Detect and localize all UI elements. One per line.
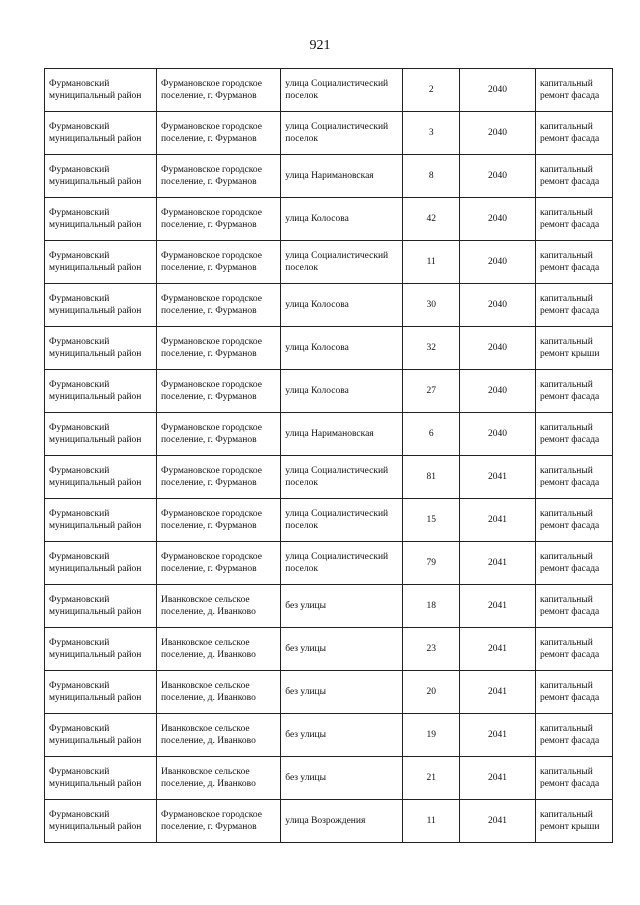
house-number-cell: 23 [403,628,459,671]
page-number: 921 [309,38,331,53]
work-type-cell: капитальный ремонт фасада [535,155,612,198]
street-cell: улица Социалистический поселок [281,456,403,499]
house-number-cell: 18 [403,585,459,628]
repair-schedule-table [44,68,613,843]
house-number-cell: 11 [403,241,459,284]
table-row [45,112,613,155]
year-cell: 2041 [459,542,535,585]
settlement-cell: Фурмановское городское поселение, г. Фурманов [156,112,280,155]
work-type-cell: капитальный ремонт фасада [535,413,612,456]
settlement-cell: Фурмановское городское поселение, г. Фурманов [156,456,280,499]
year-cell: 2041 [459,499,535,542]
year-cell: 2040 [459,112,535,155]
work-type-cell: капитальный ремонт фасада [535,628,612,671]
settlement-cell: Фурмановское городское поселение, г. Фурманов [156,800,280,843]
table-row [45,757,613,800]
settlement-cell: Иванковское сельское поселение, д. Иванково [156,757,280,800]
district-cell: Фурмановский муниципальный район [45,585,157,628]
table-row [45,413,613,456]
district-cell: Фурмановский муниципальный район [45,284,157,327]
year-cell: 2040 [459,327,535,370]
settlement-cell: Фурмановское городское поселение, г. Фурманов [156,499,280,542]
work-type-cell: капитальный ремонт фасада [535,198,612,241]
street-cell: улица Наримановская [281,155,403,198]
settlement-cell: Фурмановское городское поселение, г. Фурманов [156,327,280,370]
work-type-cell: капитальный ремонт фасада [535,542,612,585]
work-type-cell: капитальный ремонт фасада [535,69,612,112]
house-number-cell: 30 [403,284,459,327]
house-number-cell: 81 [403,456,459,499]
settlement-cell: Фурмановское городское поселение, г. Фурманов [156,370,280,413]
work-type-cell: капитальный ремонт фасада [535,370,612,413]
street-cell: улица Социалистический поселок [281,112,403,155]
year-cell: 2041 [459,585,535,628]
district-cell: Фурмановский муниципальный район [45,628,157,671]
year-cell: 2041 [459,757,535,800]
street-cell: улица Возрождения [281,800,403,843]
house-number-cell: 2 [403,69,459,112]
house-number-cell: 8 [403,155,459,198]
district-cell: Фурмановский муниципальный район [45,499,157,542]
work-type-cell: капитальный ремонт фасада [535,456,612,499]
year-cell: 2041 [459,456,535,499]
table-row [45,284,613,327]
year-cell: 2041 [459,671,535,714]
house-number-cell: 3 [403,112,459,155]
house-number-cell: 19 [403,714,459,757]
house-number-cell: 79 [403,542,459,585]
district-cell: Фурмановский муниципальный район [45,757,157,800]
year-cell: 2040 [459,198,535,241]
table-row [45,69,613,112]
street-cell: улица Колосова [281,327,403,370]
house-number-cell: 42 [403,198,459,241]
district-cell: Фурмановский муниципальный район [45,456,157,499]
settlement-cell: Иванковское сельское поселение, д. Иванково [156,714,280,757]
settlement-cell: Иванковское сельское поселение, д. Иванково [156,585,280,628]
street-cell: улица Колосова [281,370,403,413]
table-row [45,800,613,843]
district-cell: Фурмановский муниципальный район [45,327,157,370]
district-cell: Фурмановский муниципальный район [45,241,157,284]
work-type-cell: капитальный ремонт фасада [535,585,612,628]
street-cell: улица Социалистический поселок [281,499,403,542]
settlement-cell: Фурмановское городское поселение, г. Фурманов [156,241,280,284]
street-cell: улица Колосова [281,284,403,327]
district-cell: Фурмановский муниципальный район [45,112,157,155]
table-row [45,456,613,499]
table-row [45,327,613,370]
year-cell: 2041 [459,800,535,843]
year-cell: 2040 [459,284,535,327]
street-cell: без улицы [281,714,403,757]
work-type-cell: капитальный ремонт крыши [535,800,612,843]
year-cell: 2040 [459,69,535,112]
street-cell: улица Наримановская [281,413,403,456]
settlement-cell: Фурмановское городское поселение, г. Фурманов [156,413,280,456]
settlement-cell: Фурмановское городское поселение, г. Фурманов [156,542,280,585]
work-type-cell: капитальный ремонт фасада [535,757,612,800]
district-cell: Фурмановский муниципальный район [45,198,157,241]
year-cell: 2040 [459,370,535,413]
work-type-cell: капитальный ремонт фасада [535,284,612,327]
table-row [45,671,613,714]
work-type-cell: капитальный ремонт фасада [535,241,612,284]
table-row [45,585,613,628]
table-row [45,155,613,198]
street-cell: без улицы [281,757,403,800]
district-cell: Фурмановский муниципальный район [45,671,157,714]
settlement-cell: Фурмановское городское поселение, г. Фурманов [156,284,280,327]
district-cell: Фурмановский муниципальный район [45,542,157,585]
house-number-cell: 15 [403,499,459,542]
year-cell: 2040 [459,241,535,284]
house-number-cell: 21 [403,757,459,800]
table-row [45,241,613,284]
year-cell: 2041 [459,714,535,757]
settlement-cell: Фурмановское городское поселение, г. Фурманов [156,155,280,198]
settlement-cell: Иванковское сельское поселение, д. Иванково [156,671,280,714]
street-cell: без улицы [281,585,403,628]
house-number-cell: 20 [403,671,459,714]
year-cell: 2040 [459,155,535,198]
street-cell: без улицы [281,671,403,714]
street-cell: улица Колосова [281,198,403,241]
table-row [45,714,613,757]
house-number-cell: 11 [403,800,459,843]
district-cell: Фурмановский муниципальный район [45,714,157,757]
street-cell: без улицы [281,628,403,671]
district-cell: Фурмановский муниципальный район [45,69,157,112]
district-cell: Фурмановский муниципальный район [45,413,157,456]
street-cell: улица Социалистический поселок [281,241,403,284]
year-cell: 2041 [459,628,535,671]
work-type-cell: капитальный ремонт фасада [535,499,612,542]
table-row [45,628,613,671]
house-number-cell: 32 [403,327,459,370]
settlement-cell: Иванковское сельское поселение, д. Иванково [156,628,280,671]
table-row [45,499,613,542]
work-type-cell: капитальный ремонт фасада [535,714,612,757]
settlement-cell: Фурмановское городское поселение, г. Фурманов [156,69,280,112]
work-type-cell: капитальный ремонт фасада [535,112,612,155]
table-row [45,370,613,413]
table-body [45,69,613,843]
house-number-cell: 27 [403,370,459,413]
work-type-cell: капитальный ремонт фасада [535,671,612,714]
district-cell: Фурмановский муниципальный район [45,155,157,198]
street-cell: улица Социалистический поселок [281,542,403,585]
street-cell: улица Социалистический поселок [281,69,403,112]
work-type-cell: капитальный ремонт крыши [535,327,612,370]
district-cell: Фурмановский муниципальный район [45,800,157,843]
settlement-cell: Фурмановское городское поселение, г. Фурманов [156,198,280,241]
table-row [45,198,613,241]
table-row [45,542,613,585]
year-cell: 2040 [459,413,535,456]
house-number-cell: 6 [403,413,459,456]
district-cell: Фурмановский муниципальный район [45,370,157,413]
